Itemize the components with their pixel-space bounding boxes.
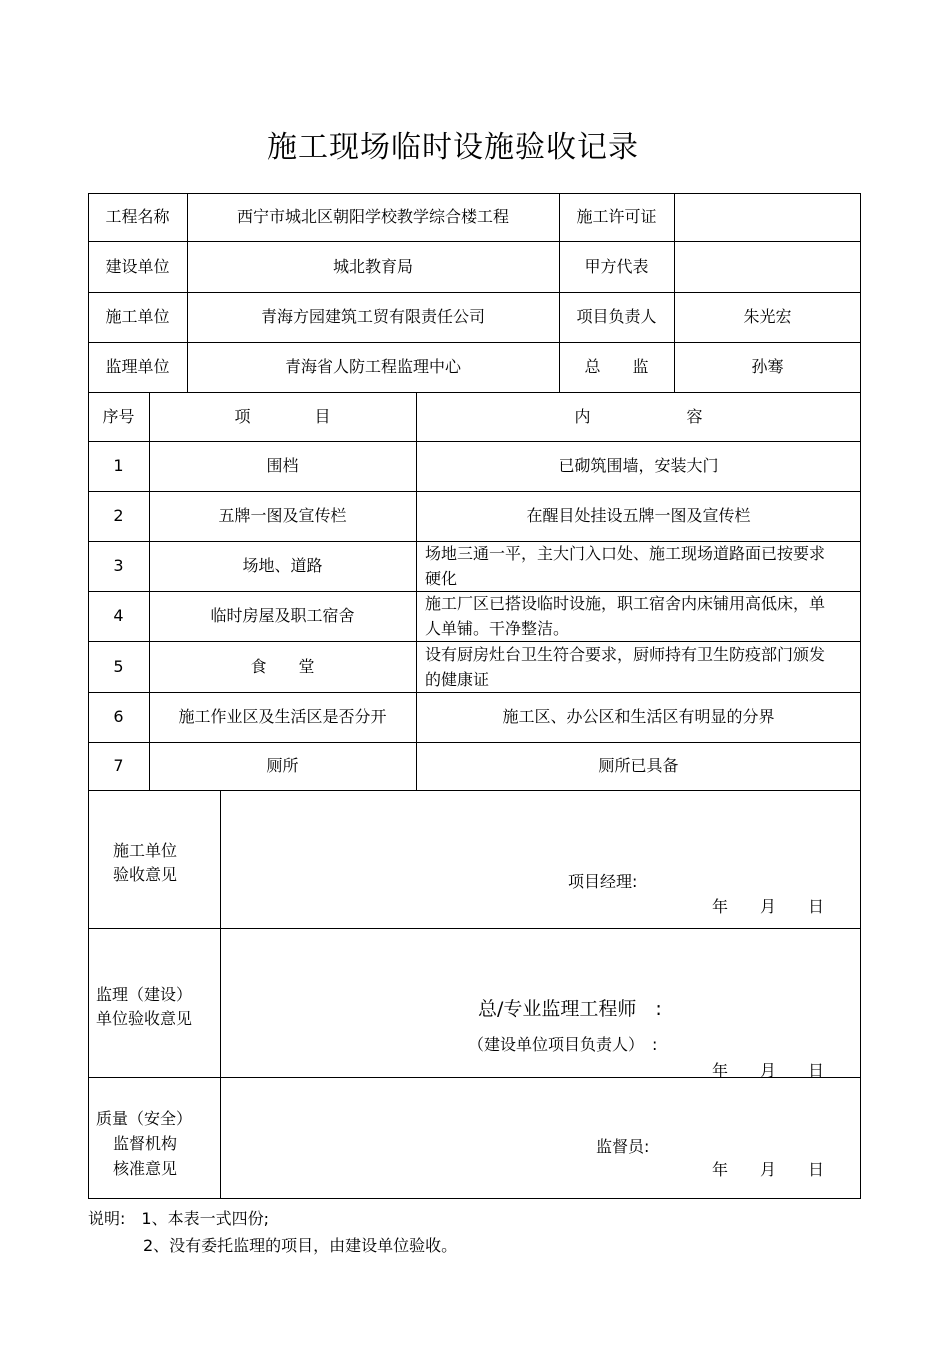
page-title: 施工现场临时设施验收记录 — [267, 130, 639, 165]
item-no: 5 — [113, 656, 124, 676]
inspector-signature: 监督员: — [596, 1137, 650, 1156]
pm-value: 朱光宏 — [743, 307, 792, 326]
item-no: 2 — [113, 506, 124, 525]
header-content: 内 容 — [574, 406, 703, 426]
project-manager-signature: 项目经理: — [568, 872, 638, 891]
item-name: 食 堂 — [250, 656, 315, 676]
item-no: 3 — [113, 556, 124, 575]
pm-label: 项目负责人 — [576, 307, 657, 326]
item-no: 6 — [113, 707, 124, 726]
date-line: 年 月 日 — [712, 1061, 825, 1080]
quality-opinion-label: 监督机构 — [113, 1134, 178, 1153]
permit-label: 施工许可证 — [576, 207, 657, 226]
date-line: 年 月 日 — [712, 897, 825, 916]
header-item: 项 目 — [234, 406, 331, 426]
contractor-opinion-label: 施工单位 — [113, 841, 178, 860]
row-divider — [88, 790, 861, 791]
item-name: 围档 — [266, 456, 299, 475]
col-divider — [220, 790, 221, 1199]
permit-value — [674, 193, 861, 241]
item-no: 1 — [113, 456, 124, 475]
quality-opinion-label: 质量（安全） — [96, 1109, 193, 1128]
builder-value: 城北教育局 — [332, 256, 413, 276]
item-content: 在醒目处挂设五牌一图及宣传栏 — [526, 506, 751, 525]
contractor-value: 青海方园建筑工贸有限责任公司 — [260, 307, 485, 326]
project-name-label: 工程名称 — [105, 207, 170, 226]
item-content: 场地三通一平，主大门入口处、施工现场道路面已按要求硬化 — [425, 544, 826, 588]
owner-rep-label: 甲方代表 — [584, 256, 649, 276]
note-line: 2、没有委托监理的项目，由建设单位验收。 — [143, 1236, 458, 1255]
item-name: 场地、道路 — [242, 556, 323, 575]
contractor-opinion-label: 验收意见 — [113, 865, 178, 884]
date-line: 年 月 日 — [712, 1160, 825, 1179]
header-no: 序号 — [102, 406, 135, 426]
item-content: 施工区、办公区和生活区有明显的分界 — [502, 707, 775, 726]
supervision-opinion-label: 单位验收意见 — [96, 1009, 193, 1028]
project-name-value: 西宁市城北区朝阳学校教学综合楼工程 — [236, 207, 509, 226]
item-content: 施工厂区已搭设临时设施，职工宿舍内床铺用高低床，单人单铺。干净整洁。 — [425, 594, 826, 638]
item-name: 施工作业区及生活区是否分开 — [178, 707, 387, 726]
row-divider — [88, 928, 861, 929]
owner-rep-value — [674, 241, 861, 292]
contractor-label: 施工单位 — [105, 307, 170, 326]
builder-label: 建设单位 — [105, 256, 170, 276]
item-no: 4 — [113, 606, 124, 625]
item-content: 已砌筑围墙，安装大门 — [558, 456, 719, 475]
supervision-opinion-label: 监理（建设） — [96, 985, 193, 1004]
item-content: 设有厨房灶台卫生符合要求，厨师持有卫生防疫部门颁发的健康证 — [425, 644, 826, 689]
chief-label: 总 监 — [584, 357, 649, 376]
builder-pm-signature: （建设单位项目负责人） : — [468, 1035, 658, 1054]
item-name: 临时房屋及职工宿舍 — [210, 606, 355, 625]
note-line: 说明: 1、本表一式四份; — [88, 1209, 269, 1228]
item-name: 五牌一图及宣传栏 — [218, 506, 347, 525]
quality-opinion-label: 核准意见 — [113, 1159, 178, 1178]
supervising-engineer-signature: 总/专业监理工程师 : — [478, 998, 662, 1020]
item-content: 厕所已具备 — [598, 756, 679, 775]
supervisor-value: 青海省人防工程监理中心 — [284, 357, 461, 376]
supervisor-label: 监理单位 — [105, 357, 170, 376]
item-name: 厕所 — [266, 756, 299, 775]
chief-value: 孙骞 — [751, 357, 784, 376]
item-no: 7 — [113, 756, 124, 775]
